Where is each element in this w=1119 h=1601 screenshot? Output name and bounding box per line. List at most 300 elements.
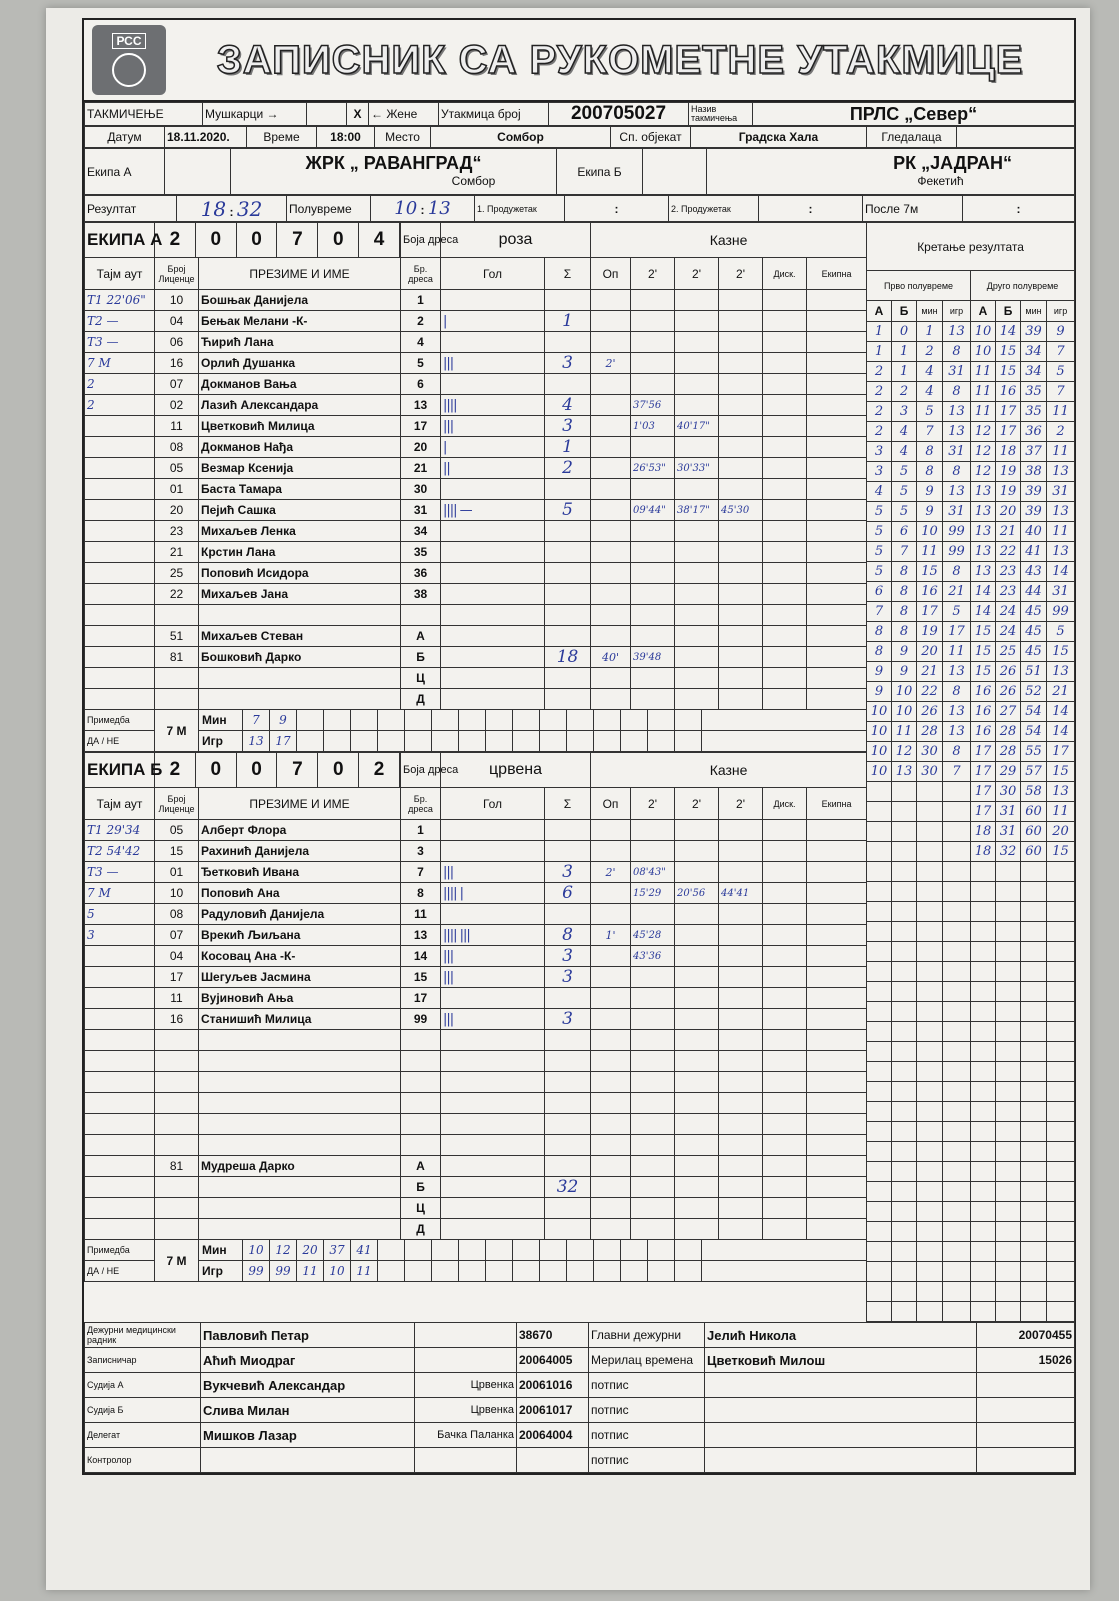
suspension-1 [631,311,675,332]
place-label: Место [375,127,431,148]
official-row [85,1323,1075,1348]
result-label: Резултат [85,196,177,222]
suspension-1 [631,479,675,500]
team-a-player-row [85,290,867,311]
goals-tally: | [441,437,545,458]
team-a-player-row [85,605,867,626]
warning-cell [591,1093,631,1114]
shirt-number: 36 [401,563,441,584]
progress-cell [917,1222,943,1242]
team-b-player-row [85,883,867,904]
official-name: Слива Милан [201,1398,415,1423]
progress-cell [971,1202,996,1222]
warning-cell [591,946,631,967]
team-penalty-cell [807,1198,867,1219]
shirt-number: 1 [401,290,441,311]
progress-cell [943,842,971,862]
disqualification-cell [763,1009,807,1030]
progress-cell [996,962,1021,982]
progress-cell [943,782,971,802]
progress-cell [892,922,917,942]
progress-row [867,1042,1075,1062]
progress-cell [917,842,943,862]
progress-cell [943,1262,971,1282]
suspension-2 [675,1093,719,1114]
license-cell: 21 [155,542,199,563]
team-a-7m-min-cell [593,710,620,730]
suspension-1 [631,1072,675,1093]
progress-cell [943,1302,971,1322]
team-penalty-cell [807,521,867,542]
suspension-1 [631,1219,675,1240]
result-b: 32 [236,196,263,221]
progress-cell: 15 [971,622,996,642]
team-a-7m-igr-cell [593,731,620,751]
goals-sum [545,904,591,925]
license-cell: 81 [155,647,199,668]
team-a-7m-igr-cell [323,731,350,751]
goals-tally [441,988,545,1009]
goals-sum: 3 [545,967,591,988]
suspension-1 [631,988,675,1009]
suspension-3 [719,521,763,542]
progress-cell: 11 [971,362,996,382]
progress-cell: 31 [943,442,971,462]
team-a-name: ЖРК „ РАВАНГРАД“ [305,152,482,173]
team-b-7m-igr-cell [458,1261,485,1281]
shirt-number [401,1135,441,1156]
team-a-7m-min-cell [512,710,539,730]
suspension-2 [675,946,719,967]
license-cell [155,1093,199,1114]
progress-cell [943,1002,971,1022]
team-penalty-cell [807,1009,867,1030]
goals-tally [441,1030,545,1051]
progress-cell [917,1162,943,1182]
team-b-7m-min-cell [674,1240,701,1260]
license-cell: 17 [155,967,199,988]
progress-cell: 41 [1021,542,1047,562]
goals-tally [441,521,545,542]
progress-cell: 13 [971,502,996,522]
official-code-2 [977,1398,1075,1423]
progress-cell: 14 [971,602,996,622]
suspension-2 [675,374,719,395]
shirt-number: 5 [401,353,441,374]
goals-sum: 18 [545,647,591,668]
team-b-7m-min-cell [377,1240,404,1260]
timeout-cell [85,563,155,584]
team-a-7m-min-cell [458,710,485,730]
official-role: Судија А [85,1373,201,1398]
timeout-cell [85,1135,155,1156]
team-b-col-name: ПРЕЗИМЕ И ИМЕ [199,788,401,820]
team-a-7m-min-cell [404,710,431,730]
progress-cell: 16 [971,722,996,742]
team-penalty-cell [807,353,867,374]
progress-cell [943,802,971,822]
goals-tally [441,605,545,626]
suspension-2 [675,988,719,1009]
progress-cell [1021,942,1047,962]
progress-cell: 15 [971,642,996,662]
suspension-1: 39'48 [631,647,675,668]
progress-cell [996,882,1021,902]
progress-cell [1047,1202,1075,1222]
team-b-col-two: 2' [675,788,719,820]
progress-row [867,1262,1075,1282]
goals-tally: ||| [441,1009,545,1030]
progress-cell: 11 [1047,442,1075,462]
progress-row [867,802,1075,822]
warning-cell [591,458,631,479]
progress-cell [917,862,943,882]
title-bar [84,20,1074,102]
progress-cell [971,902,996,922]
progress-cell [943,1022,971,1042]
men-label: Мушкарци → [203,103,307,126]
progress-cell [996,1102,1021,1122]
progress-cell: 14 [1047,562,1075,582]
progress-cell: 1 [917,322,943,342]
progress-cell [892,1162,917,1182]
warning-cell [591,311,631,332]
official-role-2: Мерилац времена [589,1348,705,1373]
progress-cell [943,942,971,962]
timeout-cell [85,946,155,967]
team-b-7m-igr-cell [485,1261,512,1281]
team-a-7m-igr-cell [674,731,701,751]
progress-cell: 10 [971,322,996,342]
progress-cell [1021,1162,1047,1182]
progress-cell: 8 [917,462,943,482]
disqualification-cell [763,521,807,542]
progress-cell: 17 [1047,742,1075,762]
progress-cell: 19 [996,462,1021,482]
progress-cell [1021,1122,1047,1142]
half-a: 10 [394,198,418,219]
team-b-7m-min-cell [431,1240,458,1260]
progress-row [867,542,1075,562]
license-cell: 16 [155,353,199,374]
progress-row [867,502,1075,522]
goals-tally [441,904,545,925]
team-penalty-cell [807,500,867,521]
progress-cell: 1 [867,342,892,362]
warning-cell [591,290,631,311]
progress-cell [943,862,971,882]
progress-cell [867,782,892,802]
women-label: ← Жене [369,103,439,126]
progress-cell [971,1242,996,1262]
warning-cell [591,416,631,437]
goals-tally: |||| — [441,500,545,521]
team-a-7m-igr-cell [620,731,647,751]
progress-cell [867,902,892,922]
progress-cell: 26 [996,682,1021,702]
license-cell: 07 [155,374,199,395]
team-a-col-goal: Гол [441,258,545,290]
official-role: Дежурни медицински радник [85,1323,201,1348]
progress-row [867,1062,1075,1082]
suspension-2 [675,1072,719,1093]
suspension-2 [675,1156,719,1177]
progress-cell: 3 [892,402,917,422]
progress-row [867,722,1075,742]
suspension-3 [719,1135,763,1156]
suspension-3 [719,904,763,925]
overtime1-colon: : [565,196,669,222]
timeout-cell [85,542,155,563]
goals-tally: ||| [441,416,545,437]
progress-row [867,682,1075,702]
license-cell: 07 [155,925,199,946]
progress-cell: 30 [996,782,1021,802]
team-b-7m-igr-cell: 11 [296,1261,323,1281]
progress-cell: 5 [867,502,892,522]
progress-cell [867,1042,892,1062]
progress-cell: 8 [892,622,917,642]
progress-cell [971,882,996,902]
progress-cell [1047,1082,1075,1102]
logo-text: РСС [112,33,145,49]
team-b-col-warn: Оп [591,788,631,820]
progress-cell [1047,1242,1075,1262]
team-a-7m-igr-cell [485,731,512,751]
goals-sum: 3 [545,946,591,967]
disqualification-cell [763,395,807,416]
team-b-penalties-label: Казне [591,753,867,788]
suspension-1: 43'36 [631,946,675,967]
progress-row [867,422,1075,442]
team-b-7m-igr-cell [620,1261,647,1281]
progress-cell [1047,1162,1075,1182]
progress-row [867,322,1075,342]
team-b-7m-min-cell [485,1240,512,1260]
progress-cell: 45 [1021,642,1047,662]
goals-tally [441,1093,545,1114]
official-role: Делегат [85,1423,201,1448]
progress-cell: 8 [943,342,971,362]
result-a: 18 [200,196,227,221]
team-a-player-row [85,479,867,500]
progress-cell [892,1082,917,1102]
progress-cell: 55 [1021,742,1047,762]
col-a2: А [971,301,996,322]
suspension-1 [631,1051,675,1072]
player-name [199,1051,401,1072]
progress-cell: 17 [996,402,1021,422]
progress-cell: 54 [1021,702,1047,722]
progress-cell [892,942,917,962]
overtime2-colon: : [759,196,863,222]
suspension-2 [675,626,719,647]
shirt-number: 99 [401,1009,441,1030]
progress-cell: 5 [892,462,917,482]
team-penalty-cell [807,967,867,988]
progress-cell [996,1182,1021,1202]
progress-cell [1047,1262,1075,1282]
team-b-7m-min-cell [539,1240,566,1260]
competition-name: ПРЛС „Север“ [753,103,1075,126]
goals-sum [545,521,591,542]
license-cell: 81 [155,1156,199,1177]
suspension-1 [631,542,675,563]
suspension-3 [719,542,763,563]
warning-cell [591,1135,631,1156]
team-a-code-digit: 0 [237,223,278,257]
suspension-1 [631,437,675,458]
team-b-remark-label: Примедба [85,1240,155,1261]
progress-cell: 23 [996,582,1021,602]
progress-cell: 21 [996,522,1021,542]
team-a-col-timeout: Тајм аут [85,258,155,290]
player-name [199,1135,401,1156]
warning-cell [591,1009,631,1030]
team-b-7m-min-cell: 41 [350,1240,377,1260]
goals-tally [441,584,545,605]
team-a-code [155,223,401,258]
progress-cell: 17 [996,422,1021,442]
progress-cell: 12 [971,462,996,482]
progress-cell: 99 [943,522,971,542]
progress-cell: 1 [867,322,892,342]
license-cell: 08 [155,437,199,458]
team-a-player-row [85,542,867,563]
team-penalty-cell [807,946,867,967]
progress-row [867,1182,1075,1202]
progress-cell: 4 [892,442,917,462]
match-number: 200705027 [549,103,689,126]
timeout-cell [85,605,155,626]
team-a-7m-min-label: Мин [202,713,227,727]
license-cell: 25 [155,563,199,584]
timeout-cell [85,1030,155,1051]
team-b-col-timeout: Тајм аут [85,788,155,820]
progress-cell: 21 [917,662,943,682]
team-a-player-row [85,521,867,542]
progress-cell [1021,922,1047,942]
disqualification-cell [763,988,807,1009]
disqualification-cell [763,1093,807,1114]
suspension-1 [631,1156,675,1177]
progress-cell: 13 [1047,462,1075,482]
disqualification-cell [763,332,807,353]
document-title: ЗАПИСНИК СА РУКОМЕТНЕ УТАКМИЦЕ [216,37,1024,82]
disqualification-cell [763,883,807,904]
goals-sum [545,841,591,862]
progress-cell [892,822,917,842]
progress-cell: 5 [892,502,917,522]
progress-cell: 5 [1047,362,1075,382]
progress-cell: 8 [943,742,971,762]
suspension-1 [631,689,675,710]
team-a-7m-min-cell [539,710,566,730]
progress-cell: 10 [892,702,917,722]
suspension-2 [675,1114,719,1135]
shirt-number: 14 [401,946,441,967]
progress-cell: 2 [867,422,892,442]
timeout-cell [85,1219,155,1240]
official-name-2 [705,1423,977,1448]
progress-cell: 31 [1047,482,1075,502]
player-name: Цветковић Милица [199,416,401,437]
team-penalty-cell [807,1093,867,1114]
official-name-2 [705,1398,977,1423]
progress-cell: 25 [996,642,1021,662]
license-cell: 05 [155,820,199,841]
warning-cell [591,1198,631,1219]
goals-tally [441,290,545,311]
official-name: Павловић Петар [201,1323,415,1348]
goals-tally [441,542,545,563]
progress-cell [996,1062,1021,1082]
team-penalty-cell [807,820,867,841]
progress-cell: 31 [943,502,971,522]
official-city [415,1323,517,1348]
progress-cell: 15 [971,662,996,682]
progress-cell [943,1142,971,1162]
player-name [199,1030,401,1051]
team-a-7m-min-cell [647,710,674,730]
goals-sum [545,563,591,584]
timeout-cell: Т1 22'06" [85,290,155,311]
progress-cell [996,1082,1021,1102]
team-penalty-cell [807,988,867,1009]
goals-tally [441,1051,545,1072]
progress-title: Кретање резултата [867,223,1075,271]
team-penalty-cell [807,626,867,647]
progress-cell [892,1022,917,1042]
team-a-7m-igr-cell [458,731,485,751]
progress-cell [917,1202,943,1222]
progress-cell [1021,982,1047,1002]
progress-cell [943,1242,971,1262]
team-penalty-cell [807,458,867,479]
progress-row [867,1122,1075,1142]
warning-cell [591,437,631,458]
progress-cell: 13 [943,702,971,722]
progress-cell [1021,1082,1047,1102]
progress-cell [971,962,996,982]
progress-cell: 13 [892,762,917,782]
progress-cell [971,922,996,942]
warning-cell [591,584,631,605]
suspension-1 [631,332,675,353]
suspension-3 [719,841,763,862]
progress-cell [1047,1302,1075,1322]
team-b-7m-igr-label: Игр [202,1264,223,1278]
progress-cell: 10 [867,722,892,742]
suspension-1: 37'56 [631,395,675,416]
disqualification-cell [763,1030,807,1051]
team-b-code-digit: 0 [196,753,237,787]
progress-row [867,1002,1075,1022]
progress-cell [917,922,943,942]
progress-cell: 24 [996,602,1021,622]
team-b-7m-igr-cell [377,1261,404,1281]
official-city: Бачка Паланка [415,1423,517,1448]
team-b-7m-label: 7 М [155,1240,199,1282]
progress-cell [1021,1222,1047,1242]
progress-cell [971,1122,996,1142]
progress-cell [867,922,892,942]
progress-cell: 28 [996,722,1021,742]
goals-tally: |||| [441,395,545,416]
official-name-2: Јелић Никола [705,1323,977,1348]
official-code: 20061016 [517,1373,589,1398]
progress-cell: 40 [1021,522,1047,542]
